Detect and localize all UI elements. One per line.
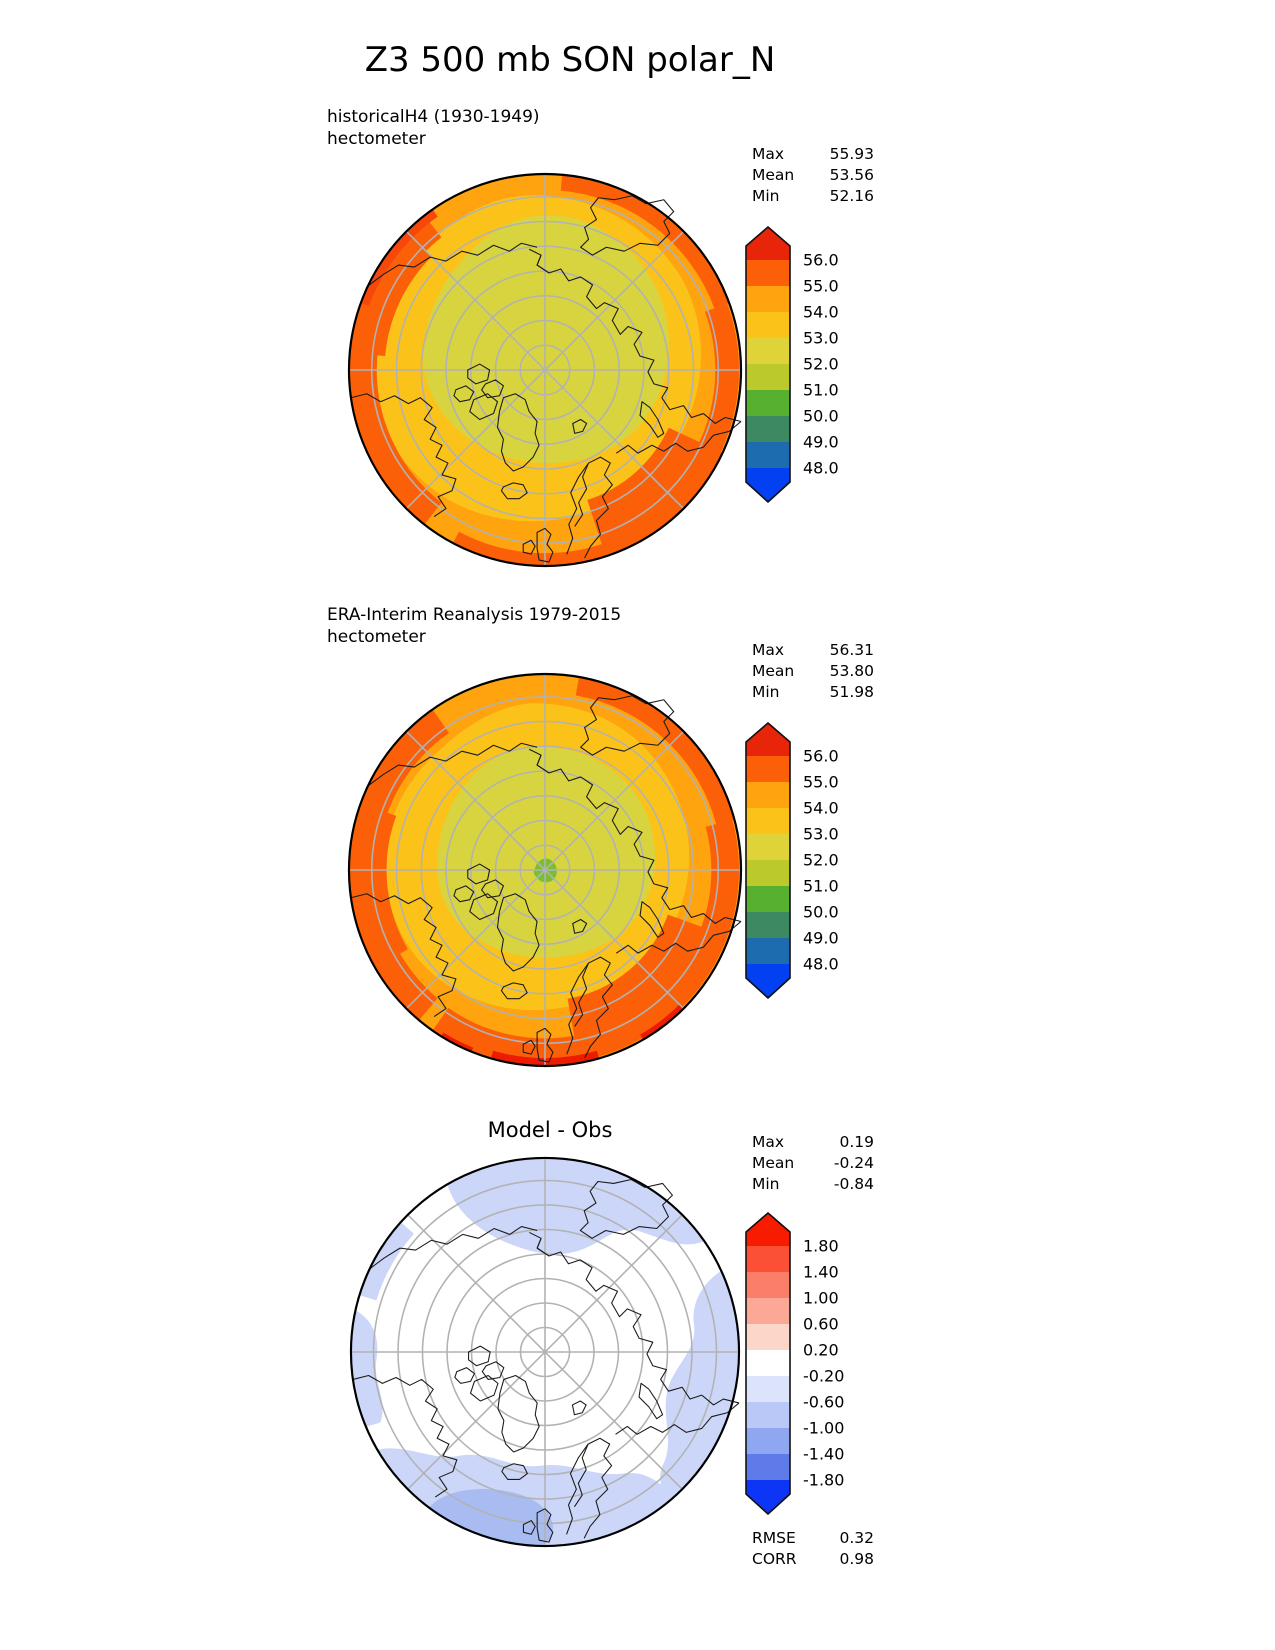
- svg-text:54.0: 54.0: [803, 302, 839, 322]
- svg-text:-0.20: -0.20: [803, 1366, 845, 1386]
- panel1-units-label: hectometer: [327, 129, 426, 149]
- stat-label: Max: [752, 641, 785, 659]
- svg-text:50.0: 50.0: [803, 902, 839, 922]
- svg-text:48.0: 48.0: [803, 458, 839, 478]
- stat-value: -0.84: [833, 1175, 874, 1193]
- svg-text:1.40: 1.40: [803, 1262, 839, 1282]
- map-difference: [341, 1146, 749, 1556]
- svg-text:54.0: 54.0: [803, 798, 839, 818]
- stat-value: 0.19: [839, 1133, 874, 1151]
- stat-value: 53.80: [829, 662, 874, 680]
- stat-label: Mean: [752, 1154, 795, 1172]
- panel1-dataset-label: historicalH4 (1930-1949): [327, 107, 540, 127]
- svg-text:49.0: 49.0: [803, 432, 839, 452]
- svg-text:-0.60: -0.60: [803, 1392, 845, 1412]
- svg-text:56.0: 56.0: [803, 746, 839, 766]
- svg-text:49.0: 49.0: [803, 928, 839, 948]
- stat-value: -0.24: [833, 1154, 874, 1172]
- metric-value: 0.98: [839, 1550, 874, 1568]
- metric-value: 0.32: [839, 1529, 874, 1547]
- svg-text:50.0: 50.0: [803, 406, 839, 426]
- map-reference: [347, 672, 743, 1068]
- stat-label: Min: [752, 187, 780, 205]
- figure-title: Z3 500 mb SON polar_N: [364, 40, 776, 80]
- stat-value: 55.93: [829, 145, 874, 163]
- svg-text:56.0: 56.0: [803, 250, 839, 270]
- stat-label: Min: [752, 683, 780, 701]
- stat-label: Max: [752, 145, 785, 163]
- stat-label: Mean: [752, 662, 795, 680]
- map-model: [347, 172, 743, 568]
- metric-label: RMSE: [752, 1529, 796, 1547]
- svg-text:0.20: 0.20: [803, 1340, 839, 1360]
- svg-text:53.0: 53.0: [803, 328, 839, 348]
- svg-text:52.0: 52.0: [803, 850, 839, 870]
- stat-label: Mean: [752, 166, 795, 184]
- svg-text:-1.00: -1.00: [803, 1418, 845, 1438]
- svg-text:55.0: 55.0: [803, 772, 839, 792]
- svg-text:53.0: 53.0: [803, 824, 839, 844]
- stat-label: Min: [752, 1175, 780, 1193]
- svg-text:-1.80: -1.80: [803, 1470, 845, 1490]
- svg-text:-1.40: -1.40: [803, 1444, 845, 1464]
- panel3-title: Model - Obs: [487, 1118, 613, 1142]
- svg-text:51.0: 51.0: [803, 876, 839, 896]
- panel2-units-label: hectometer: [327, 627, 426, 647]
- stat-value: 52.16: [829, 187, 874, 205]
- svg-text:1.00: 1.00: [803, 1288, 839, 1308]
- stat-value: 53.56: [829, 166, 874, 184]
- stat-label: Max: [752, 1133, 785, 1151]
- metric-label: CORR: [752, 1550, 797, 1568]
- svg-text:51.0: 51.0: [803, 380, 839, 400]
- svg-text:52.0: 52.0: [803, 354, 839, 374]
- svg-text:55.0: 55.0: [803, 276, 839, 296]
- stat-value: 56.31: [829, 641, 874, 659]
- svg-text:1.80: 1.80: [803, 1236, 839, 1256]
- stat-value: 51.98: [829, 683, 874, 701]
- svg-text:0.60: 0.60: [803, 1314, 839, 1334]
- svg-text:48.0: 48.0: [803, 954, 839, 974]
- panel2-dataset-label: ERA-Interim Reanalysis 1979-2015: [327, 605, 622, 625]
